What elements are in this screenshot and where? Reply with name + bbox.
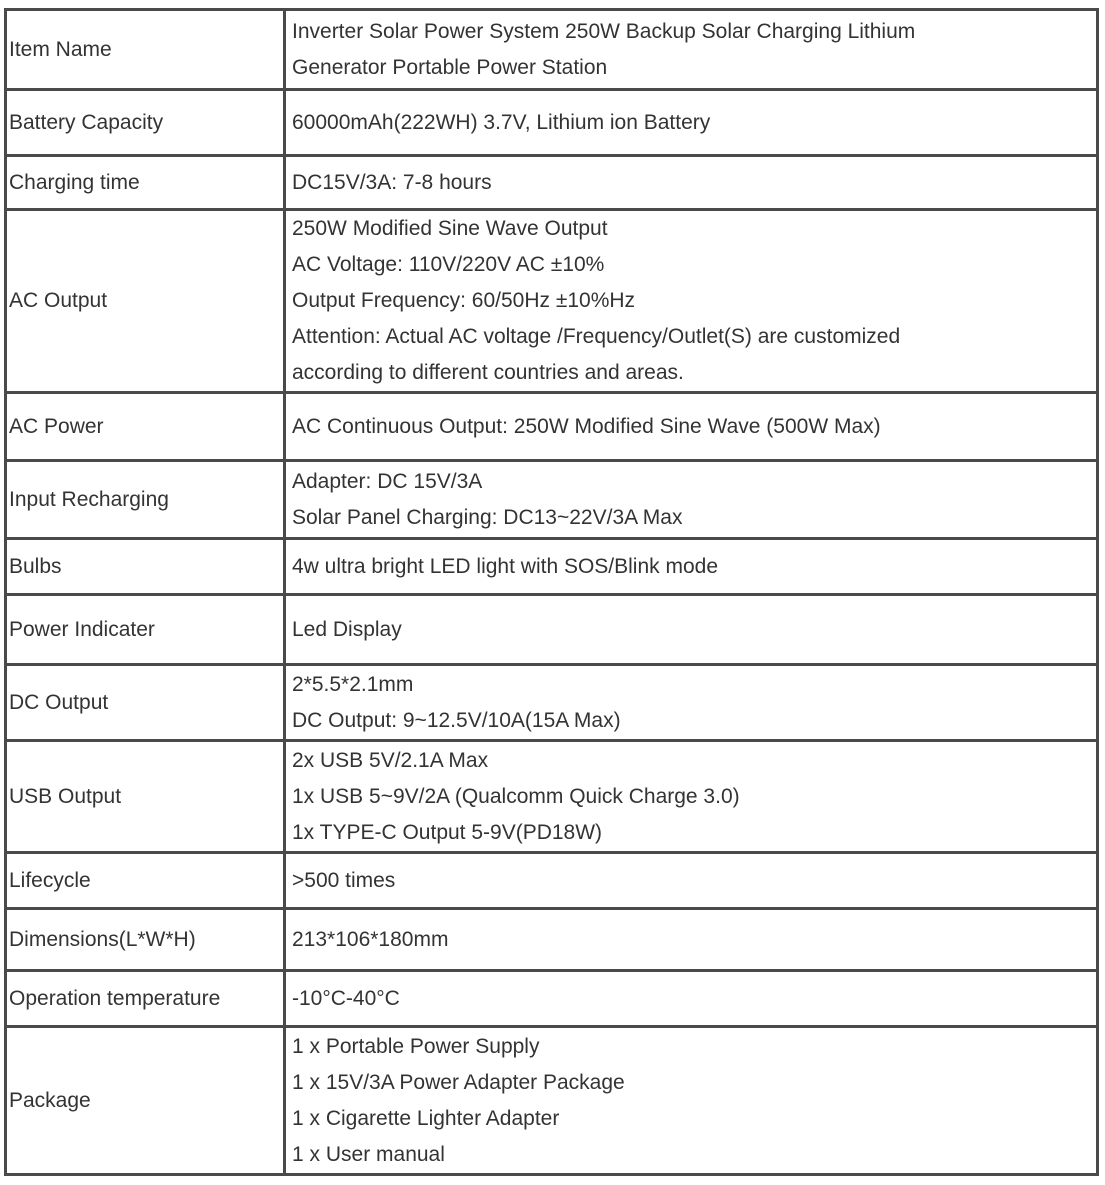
value-line: 1x USB 5~9V/2A (Qualcomm Quick Charge 3.0) bbox=[292, 784, 740, 808]
table-row bbox=[6, 1027, 1098, 1175]
spec-table bbox=[4, 8, 1099, 1176]
value-line: AC Continuous Output: 250W Modified Sine Wave (500W Max) bbox=[292, 414, 881, 438]
value-line: 250W Modified Sine Wave Output bbox=[292, 217, 608, 240]
value-line: 1 x 15V/3A Power Adapter Package bbox=[292, 1070, 625, 1094]
row-value bbox=[285, 741, 1098, 853]
row-value bbox=[285, 595, 1098, 665]
value-line: 60000mAh(222WH) 3.7V, Lithium ion Battery bbox=[292, 110, 711, 134]
table-row bbox=[6, 461, 1098, 539]
value-line: 1x TYPE-C Output 5-9V(PD18W) bbox=[292, 820, 603, 844]
table-row bbox=[6, 156, 1098, 210]
row-label: USB Output bbox=[6, 741, 285, 853]
table-row bbox=[6, 971, 1098, 1027]
row-label: Input Recharging bbox=[6, 461, 285, 539]
row-label: DC Output bbox=[6, 665, 285, 741]
value-line: Generator Portable Power Station bbox=[292, 55, 608, 79]
row-value bbox=[285, 539, 1098, 595]
value-line: 1 x User manual bbox=[292, 1142, 445, 1166]
value-line: -10°C-40°C bbox=[292, 986, 400, 1010]
row-label: Battery Capacity bbox=[6, 90, 285, 156]
value-line: AC Voltage: 110V/220V AC ±10% bbox=[292, 253, 605, 276]
row-label: Dimensions(L*W*H) bbox=[6, 909, 285, 971]
value-line: Attention: Actual AC voltage /Frequency/Outlet(S) are customized bbox=[292, 325, 901, 348]
row-label: Operation temperature bbox=[6, 971, 285, 1027]
table-row bbox=[6, 595, 1098, 665]
row-value bbox=[285, 10, 1098, 90]
row-label: Lifecycle bbox=[6, 853, 285, 909]
value-line: according to different countries and areas. bbox=[292, 361, 684, 384]
value-line: Adapter: DC 15V/3A bbox=[292, 469, 483, 493]
table-row bbox=[6, 539, 1098, 595]
table-row bbox=[6, 741, 1098, 853]
table-row bbox=[6, 909, 1098, 971]
value-line: 2x USB 5V/2.1A Max bbox=[292, 748, 489, 772]
row-value bbox=[285, 665, 1098, 741]
value-line: 2*5.5*2.1mm bbox=[292, 672, 414, 696]
row-value bbox=[285, 461, 1098, 539]
value-line: Led Display bbox=[292, 617, 402, 641]
row-label: Bulbs bbox=[6, 539, 285, 595]
row-label: AC Output bbox=[6, 210, 285, 393]
table-row bbox=[6, 210, 1098, 393]
table-row bbox=[6, 853, 1098, 909]
row-label: AC Power bbox=[6, 393, 285, 461]
row-label: Package bbox=[6, 1027, 285, 1175]
row-label: Charging time bbox=[6, 156, 285, 210]
value-line: 213*106*180mm bbox=[292, 927, 449, 951]
table-row bbox=[6, 10, 1098, 90]
value-line: DC15V/3A: 7-8 hours bbox=[292, 170, 492, 194]
row-label: Power Indicater bbox=[6, 595, 285, 665]
value-line: DC Output: 9~12.5V/10A(15A Max) bbox=[292, 708, 621, 732]
value-line: Solar Panel Charging: DC13~22V/3A Max bbox=[292, 505, 683, 529]
row-value bbox=[285, 156, 1098, 210]
row-value bbox=[285, 971, 1098, 1027]
table-row bbox=[6, 665, 1098, 741]
row-value bbox=[285, 90, 1098, 156]
table-row bbox=[6, 393, 1098, 461]
table-row bbox=[6, 90, 1098, 156]
row-value bbox=[285, 1027, 1098, 1175]
value-line: 1 x Portable Power Supply bbox=[292, 1034, 540, 1058]
value-line: Inverter Solar Power System 250W Backup Solar Charging Lithium bbox=[292, 19, 916, 43]
value-line: Output Frequency: 60/50Hz ±10%Hz bbox=[292, 289, 636, 312]
value-line: >500 times bbox=[292, 868, 396, 892]
row-label: Item Name bbox=[6, 10, 285, 90]
row-value bbox=[285, 393, 1098, 461]
row-value bbox=[285, 909, 1098, 971]
row-value bbox=[285, 210, 1098, 393]
value-line: 4w ultra bright LED light with SOS/Blink mode bbox=[292, 554, 719, 578]
row-value bbox=[285, 853, 1098, 909]
value-line: 1 x Cigarette Lighter Adapter bbox=[292, 1106, 560, 1130]
